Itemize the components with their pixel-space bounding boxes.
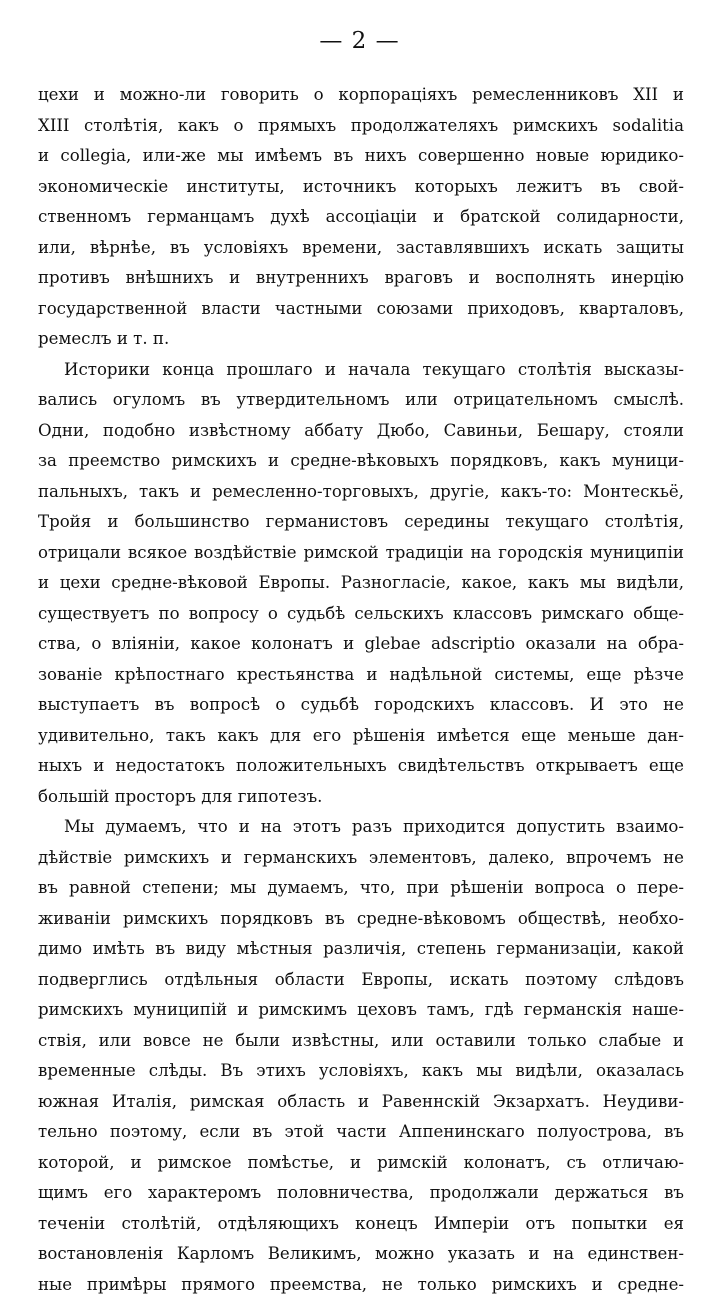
text-line: цехи и можно-ли говорить о корпораціяхъ ремесленниковъ XII и xyxy=(38,80,684,111)
text-line: Одни, подобно извѣстному аббату Дюбо, Савиньи, Бешару, стояли xyxy=(38,416,684,447)
text-line: противъ внѣшнихъ и внутреннихъ враговъ и восполнять инерцію xyxy=(38,263,684,294)
text-line: дѣйствіе римскихъ и германскихъ элементовъ, далеко, впрочемъ не xyxy=(38,843,684,874)
text-line: удивительно, такъ какъ для его рѣшенія имѣется еще меньше дан- xyxy=(38,721,684,752)
text-line: ные примѣры прямого преемства, не только римскихъ и средне- xyxy=(38,1270,684,1300)
text-line: подверглись отдѣльныя области Европы, искать поэтому слѣдовъ xyxy=(38,965,684,996)
text-line: живаніи римскихъ порядковъ въ средне-вѣковомъ обществѣ, необхо- xyxy=(38,904,684,935)
text-line: и цехи средне-вѣковой Европы. Разногласіе, какое, какъ мы видѣли, xyxy=(38,568,684,599)
text-line: теченіи столѣтій, отдѣляющихъ конецъ Имперіи отъ попытки ея xyxy=(38,1209,684,1240)
text-line: за преемство римскихъ и средне-вѣковыхъ порядковъ, какъ муници- xyxy=(38,446,684,477)
text-line: и collegia, или-же мы имѣемъ въ нихъ совершенно новые юридико- xyxy=(38,141,684,172)
text-line: существуетъ по вопросу о судьбѣ сельскихъ классовъ римскаго обще- xyxy=(38,599,684,630)
text-line: римскихъ муниципій и римскимъ цеховъ тамъ, гдѣ германскія наше- xyxy=(38,995,684,1026)
text-line: димо имѣть въ виду мѣстныя различія, степень германизаціи, какой xyxy=(38,934,684,965)
text-line: ремеслъ и т. п. xyxy=(38,324,684,355)
text-line: отрицали всякое воздѣйствіе римской традиціи на городскія муниципіи xyxy=(38,538,684,569)
text-line: выступаетъ въ вопросѣ о судьбѣ городскихъ классовъ. И это не xyxy=(38,690,684,721)
text-line: пальныхъ, такъ и ремесленно-торговыхъ, другіе, какъ-то: Монтескьё, xyxy=(38,477,684,508)
text-line: востановленія Карломъ Великимъ, можно указать и на единствен- xyxy=(38,1239,684,1270)
text-line: временные слѣды. Въ этихъ условіяхъ, какъ мы видѣли, оказалась xyxy=(38,1056,684,1087)
text-line: зованіе крѣпостнаго крестьянства и надѣльной системы, еще рѣзче xyxy=(38,660,684,691)
text-line: большій просторъ для гипотезъ. xyxy=(38,782,684,813)
text-line: государственной власти частными союзами приходовъ, кварталовъ, xyxy=(38,294,684,325)
paragraph-start-line: Мы думаемъ, что и на этотъ разъ приходится допустить взаимо- xyxy=(38,812,684,843)
text-line: XIII столѣтія, какъ о прямыхъ продолжателяхъ римскихъ sodalitia xyxy=(38,111,684,142)
body-text xyxy=(38,80,684,1300)
text-line: Тройя и большинство германистовъ середины текущаго столѣтія, xyxy=(38,507,684,538)
text-line: въ равной степени; мы думаемъ, что, при рѣшеніи вопроса о пере- xyxy=(38,873,684,904)
text-line: ственномъ германцамъ духѣ ассоціаціи и братской солидарности, xyxy=(38,202,684,233)
text-line: южная Италія, римская область и Равеннскій Экзархатъ. Неудиви- xyxy=(38,1087,684,1118)
text-line: ныхъ и недостатокъ положительныхъ свидѣтельствъ открываетъ еще xyxy=(38,751,684,782)
page-number: — 2 — xyxy=(0,28,719,54)
text-line: которой, и римское помѣстье, и римскій колонатъ, съ отличаю- xyxy=(38,1148,684,1179)
text-line: вались огуломъ въ утвердительномъ или отрицательномъ смыслѣ. xyxy=(38,385,684,416)
text-line: щимъ его характеромъ половничества, продолжали держаться въ xyxy=(38,1178,684,1209)
text-line: тельно поэтому, если въ этой части Аппенинскаго полуострова, въ xyxy=(38,1117,684,1148)
text-line: или, вѣрнѣе, въ условіяхъ времени, заставлявшихъ искать защиты xyxy=(38,233,684,264)
paragraph-start-line: Историки конца прошлаго и начала текущаго столѣтія высказы- xyxy=(38,355,684,386)
text-line: ства, о вліяніи, какое колонатъ и glebae adscriptio оказали на обра- xyxy=(38,629,684,660)
text-line: экономическіе институты, источникъ которыхъ лежитъ въ свой- xyxy=(38,172,684,203)
text-line: ствія, или вовсе не были извѣстны, или оставили только слабые и xyxy=(38,1026,684,1057)
